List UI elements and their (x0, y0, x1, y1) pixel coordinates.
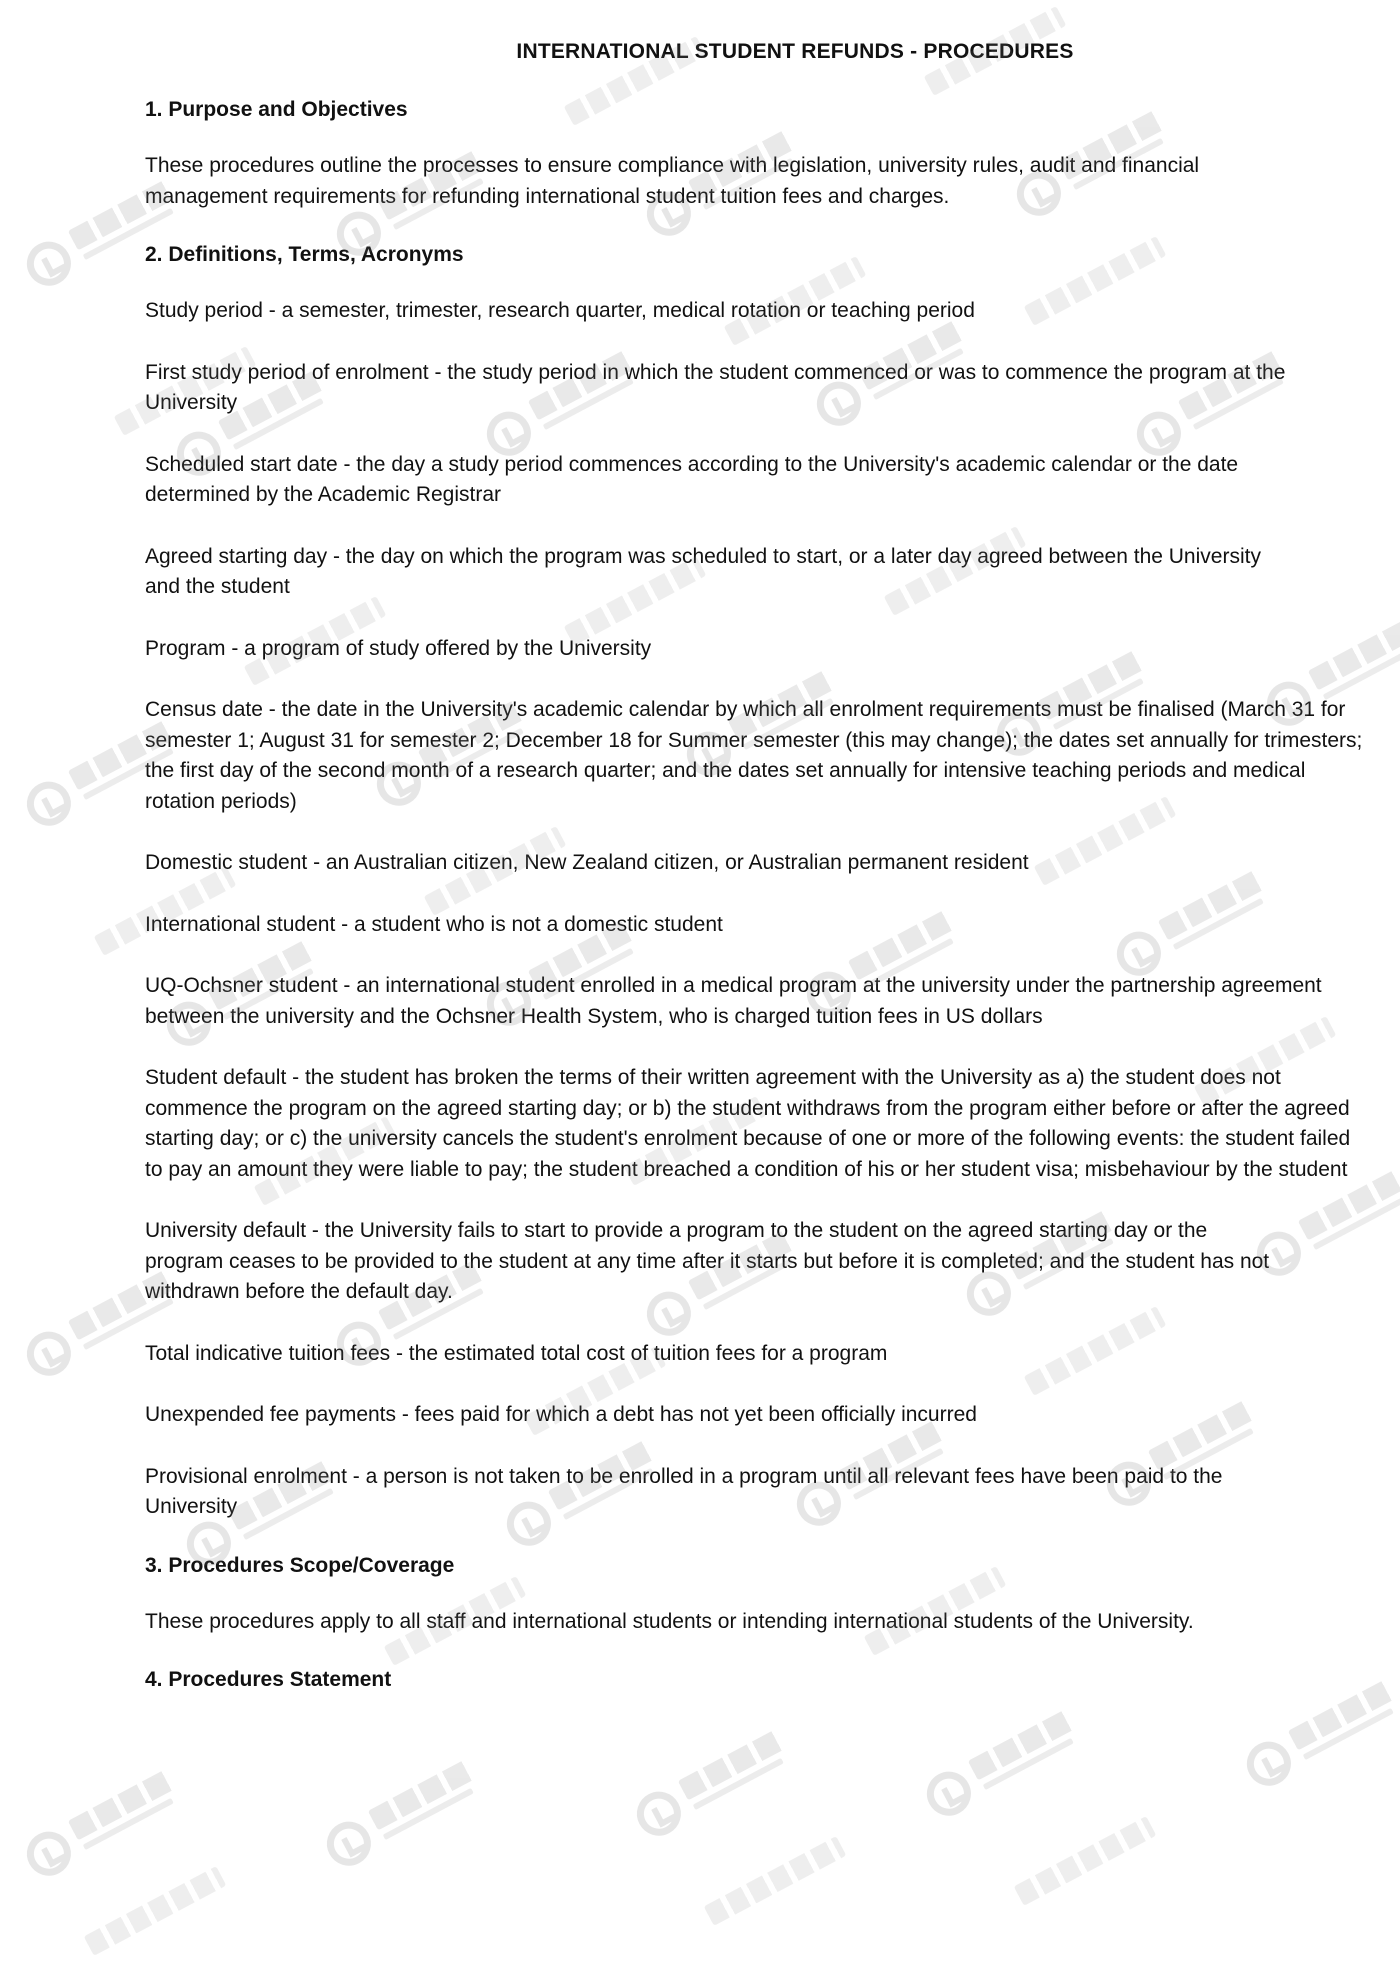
section-scope (145, 1554, 1365, 1638)
definition-unexpended-fee-payments: Unexpended fee payments - fees paid for which a debt has not yet been officially incurred (145, 1403, 977, 1426)
definition-program: Program - a program of study offered by the University (145, 636, 652, 660)
definition-total-indicative-tuition-fees: Total indicative tuition fees - the estimated total cost of tuition fees for a program (145, 1341, 888, 1365)
definition-scheduled-start-date: Scheduled start date - the day a study period commences according to the University's academic calendar or the date determined by the Academic Registrar (145, 452, 1239, 506)
section-statement (145, 1668, 1365, 1692)
definition-census-date: Census date - the date in the University's academic calendar by which all enrolment requirements must be finalised (March 31 for semester 1; August 31 for semester 2; December 18 for Summer semester (this may change); the dates set annually for trimesters; the first day of the second month of a research quarter; and the dates set annually for intensive teaching periods and medical rotation periods) (145, 698, 1363, 813)
definition-first-study-period: First study period of enrolment - the study period in which the student commenced or was to commence the program at the University (145, 360, 1286, 414)
definition-study-period: Study period - a semester, trimester, research quarter, medical rotation or teaching period (145, 299, 975, 322)
definition-university-default: University default - the University fails to start to provide a program to the student on the agreed starting day or the program ceases to be provided to the student at any time after it starts but before it is completed; and the student has not withdrawn before the default day. (145, 1219, 1270, 1303)
definition-uq-ochsner-student: UQ-Ochsner student - an international student enrolled in a medical program at the university under the partnership agreement between the university and the Ochsner Health System, who is charged tuition fees in US dollars (145, 974, 1322, 1028)
definition-international-student: International student - a student who is not a domestic student (145, 912, 723, 936)
watermark-slogan-icon (704, 1836, 847, 1926)
section-heading: 4. Procedures Statement (145, 1668, 392, 1691)
watermark-slogan-icon (84, 1866, 227, 1956)
document-body (145, 40, 1365, 1721)
definition-agreed-starting-day: Agreed starting day - the day on which the program was scheduled to start, or a later day agreed between the University and the student (145, 544, 1261, 598)
section-heading: 1. Purpose and Objectives (145, 98, 408, 121)
section-heading: 2. Definitions, Terms, Acronyms (145, 243, 464, 266)
section-paragraph: These procedures apply to all staff and international students or intending international students of the University. (145, 1609, 1194, 1633)
watermark-logo-icon (624, 1714, 807, 1856)
definition-student-default: Student default - the student has broken the terms of their written agreement with the University as a) the student does not commence the program on the agreed starting day; or b) the student withdraws from the program either before or after the agreed starting day; or c) the university cancels the student's enrolment because of one or more of the following events: the student failed to pay an amount they were liable to pay; the student breached a condition of his or her student visa; misbehaviour by the student (145, 1066, 1351, 1181)
watermark-logo-icon (314, 1744, 497, 1886)
section-purpose (145, 98, 1365, 212)
definition-provisional-enrolment: Provisional enrolment - a person is not taken to be enrolled in a program until all relevant fees have been paid to the University (145, 1464, 1223, 1518)
watermark-logo-icon (14, 1754, 197, 1896)
section-definitions (145, 243, 1365, 1523)
document-title: INTERNATIONAL STUDENT REFUNDS - PROCEDURES (516, 40, 1074, 63)
section-heading: 3. Procedures Scope/Coverage (145, 1553, 455, 1577)
definition-domestic-student: Domestic student - an Australian citizen, New Zealand citizen, or Australian permanent resident (145, 851, 1029, 874)
watermark-slogan-icon (1014, 1816, 1157, 1906)
section-paragraph: These procedures outline the processes to ensure compliance with legislation, university rules, audit and financial management requirements for refunding international student tuition fees and charges. (145, 154, 1200, 208)
